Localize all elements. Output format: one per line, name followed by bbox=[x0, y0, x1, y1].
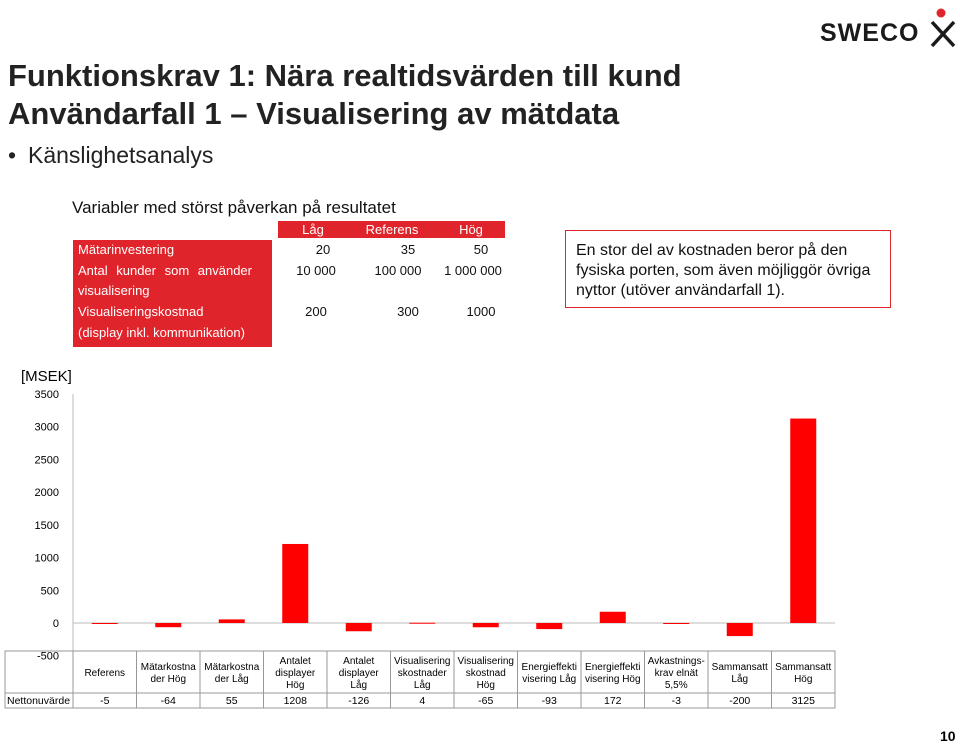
category-label: Mätarkostna bbox=[204, 662, 260, 673]
sweco-mark-icon bbox=[932, 9, 954, 47]
category-label: der Hög bbox=[150, 674, 187, 685]
bar bbox=[663, 623, 689, 624]
bar bbox=[790, 419, 816, 623]
category-label: krav elnät bbox=[654, 668, 698, 679]
bullet-text: Känslighetsanalys bbox=[28, 142, 214, 168]
y-axis-unit-label: [MSEK] bbox=[21, 368, 72, 385]
table-cell: 35 bbox=[400, 242, 416, 257]
category-label: displayer bbox=[338, 668, 379, 679]
table-cell: 20 bbox=[315, 242, 331, 257]
category-label: Låg bbox=[413, 680, 431, 691]
y-tick-label: -500 bbox=[36, 650, 59, 663]
category-label: visering Hög bbox=[584, 674, 641, 685]
category-label: Hög bbox=[286, 680, 305, 691]
bar bbox=[409, 623, 435, 624]
variables-heading: Variabler med störst påverkan på resultatet bbox=[72, 198, 396, 217]
y-tick-label: 1000 bbox=[34, 552, 59, 565]
data-value-label: 3125 bbox=[791, 695, 815, 707]
category-label: Låg bbox=[731, 674, 749, 685]
page-number: 10 bbox=[940, 728, 956, 744]
category-label: Visualisering bbox=[393, 656, 451, 667]
bar bbox=[346, 623, 372, 631]
row-label: Mätarinvestering bbox=[78, 242, 175, 257]
bar bbox=[282, 544, 308, 623]
y-tick-label: 2500 bbox=[34, 454, 59, 467]
category-label: displayer bbox=[275, 668, 316, 679]
category-label: Antalet bbox=[343, 656, 375, 667]
data-table-row-label: Nettonuvärde bbox=[7, 695, 71, 707]
bar bbox=[727, 623, 753, 636]
data-value-label: -200 bbox=[729, 695, 751, 707]
data-value-label: -3 bbox=[671, 695, 681, 707]
title-line-1: Funktionskrav 1: Nära realtidsvärden till kund bbox=[8, 58, 682, 93]
bar bbox=[92, 623, 118, 624]
y-tick-label: 3000 bbox=[34, 421, 59, 434]
data-value-label: -93 bbox=[541, 695, 557, 707]
table-cell: 200 bbox=[305, 304, 327, 319]
category-label: Energieffekti bbox=[521, 662, 577, 673]
data-value-label: 4 bbox=[419, 695, 426, 707]
title-line-2: Användarfall 1 – Visualisering av mätdata bbox=[8, 96, 620, 131]
table-cell: 100 000 bbox=[374, 263, 422, 278]
table-cell: 50 bbox=[473, 242, 489, 257]
bar bbox=[536, 623, 562, 629]
y-tick-label: 3500 bbox=[34, 389, 59, 401]
bar bbox=[600, 612, 626, 623]
column-header-reference: Referens bbox=[365, 222, 419, 237]
variables-label-column bbox=[73, 240, 272, 347]
bullet-icon: • bbox=[8, 142, 17, 168]
bar-chart bbox=[0, 380, 960, 710]
bar bbox=[473, 623, 499, 627]
column-header-high: Hög bbox=[459, 222, 483, 237]
data-value-label: 1208 bbox=[283, 695, 307, 707]
row-label-continued: visualisering bbox=[78, 283, 150, 298]
category-label: Avkastnings- bbox=[647, 656, 705, 667]
data-value-label: 55 bbox=[225, 695, 238, 707]
category-label: Låg bbox=[350, 680, 368, 691]
y-tick-label: 2000 bbox=[34, 487, 59, 500]
note-text: En stor del av kostnaden beror på den fysiska porten, som även möjliggör övriga nyttor (utöver användarfall 1). bbox=[576, 242, 871, 299]
variables-table bbox=[73, 221, 505, 347]
data-value-label: -126 bbox=[348, 695, 370, 707]
table-cell: 300 bbox=[397, 304, 419, 319]
variables-table-body bbox=[73, 240, 505, 347]
row-label: Visualiseringskostnad bbox=[78, 304, 204, 319]
category-label: Mätarkostna bbox=[140, 662, 196, 673]
variables-table-header bbox=[278, 221, 505, 238]
row-label: Antal kunder som använder bbox=[78, 263, 252, 278]
bar bbox=[155, 623, 181, 627]
category-label: skostnader bbox=[397, 668, 447, 679]
category-label: Sammansatt bbox=[775, 662, 832, 673]
logo-text: SWECO bbox=[820, 19, 920, 47]
data-value-label: 172 bbox=[603, 695, 622, 707]
category-label: Antalet bbox=[279, 656, 311, 667]
note-box bbox=[565, 230, 891, 308]
category-label: Hög bbox=[476, 680, 495, 691]
category-label: Energieffekti bbox=[585, 662, 641, 673]
category-label: Sammansatt bbox=[711, 662, 768, 673]
y-tick-label: 500 bbox=[40, 585, 59, 598]
category-label: 5,5% bbox=[664, 680, 688, 691]
category-label: skostnad bbox=[465, 668, 506, 679]
category-label: Visualisering bbox=[457, 656, 515, 667]
data-value-label: -5 bbox=[100, 695, 110, 707]
data-value-label: -64 bbox=[160, 695, 176, 707]
category-label: visering Låg bbox=[522, 674, 577, 685]
row-label-continued: (display inkl. kommunikation) bbox=[78, 325, 245, 340]
data-value-label: -65 bbox=[478, 695, 494, 707]
column-header-low: Låg bbox=[302, 222, 324, 237]
y-tick-label: 1500 bbox=[34, 519, 59, 532]
category-label: der Låg bbox=[214, 674, 249, 685]
category-label: Referens bbox=[84, 668, 126, 679]
bullet-item bbox=[8, 142, 213, 169]
bar bbox=[219, 619, 245, 623]
table-cell: 10 000 bbox=[296, 263, 336, 278]
table-cell: 1000 bbox=[466, 304, 496, 319]
category-label: Hög bbox=[794, 674, 813, 685]
y-tick-label: 0 bbox=[52, 618, 59, 630]
sweco-logo bbox=[820, 6, 960, 53]
table-cell: 1 000 000 bbox=[444, 263, 502, 278]
